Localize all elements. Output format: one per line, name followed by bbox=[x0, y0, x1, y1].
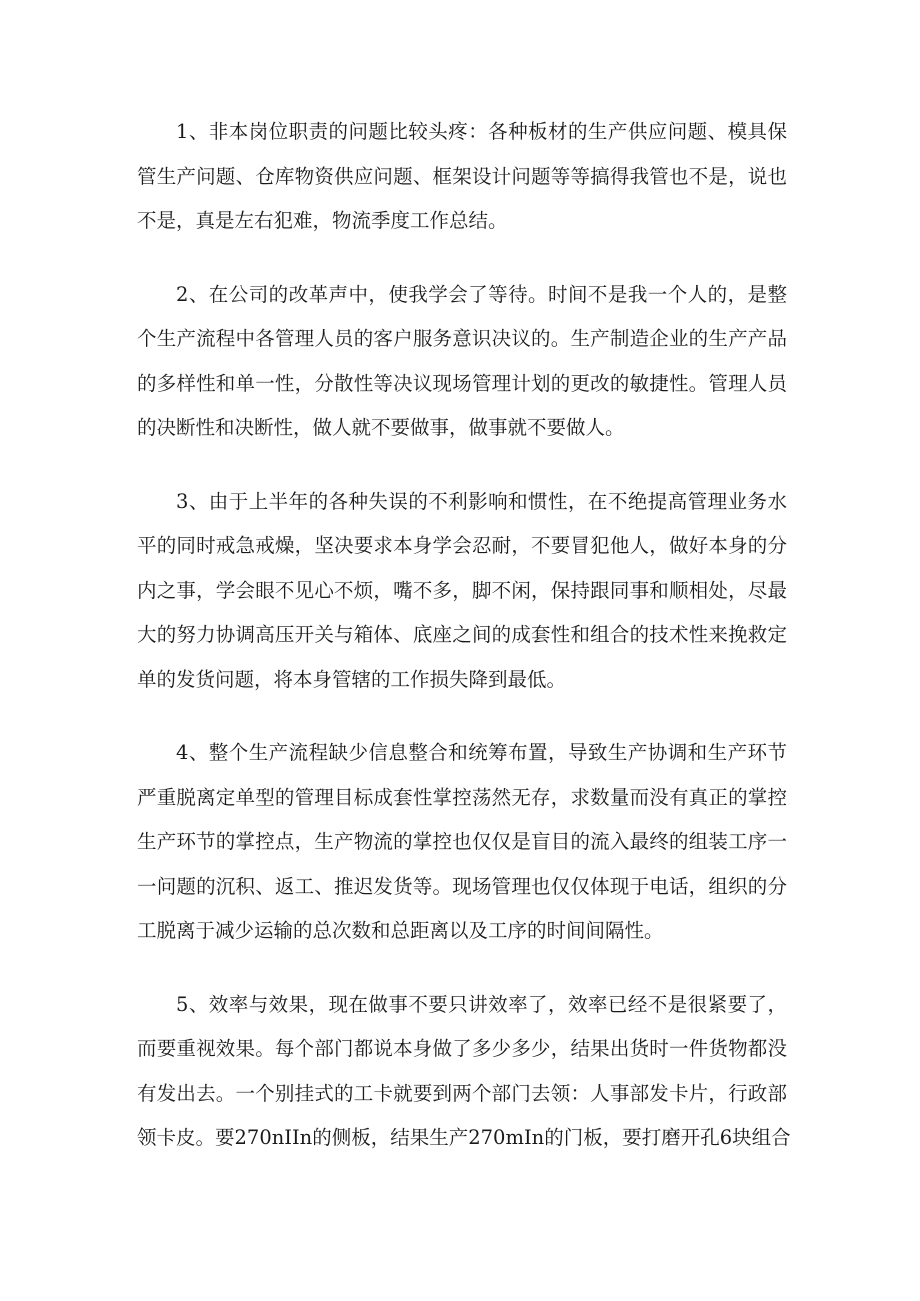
paragraph-line: 严重脱离定单型的管理目标成套性掌控荡然无存，求数量而没有真正的掌控 bbox=[137, 785, 787, 809]
paragraph-line: 领卡皮。要270nIIn的侧板，结果生产270mIn的门板，要打磨开孔6块组合 bbox=[137, 1126, 791, 1149]
paragraph-line: 内之事，学会眼不见心不烦，嘴不多，脚不闲，保持跟同事和顺相处，尽最 bbox=[137, 578, 787, 602]
paragraph-line: 4、整个生产流程缺少信息整合和统筹布置，导致生产协调和生产环节 bbox=[176, 741, 787, 764]
paragraph-line: 1、非本岗位职责的问题比较头疼：各种板材的生产供应问题、模具保 bbox=[176, 120, 787, 143]
paragraph-line: 而要重视效果。每个部门都说本身做了多少多少，结果出货时一件货物都没 bbox=[137, 1037, 787, 1060]
paragraph-line: 的决断性和决断性，做人就不要做事，做事就不要做人。 bbox=[137, 416, 625, 439]
paragraph-2 bbox=[137, 273, 787, 451]
paragraph-line: 工脱离于减少运输的总次数和总距离以及工序的时间间隔性。 bbox=[137, 919, 664, 942]
paragraph-line: 不是，真是左右犯难，物流季度工作总结。 bbox=[137, 209, 508, 232]
paragraph-line: 个生产流程中各管理人员的客户服务意识决议的。生产制造企业的生产产品 bbox=[137, 327, 787, 350]
paragraph-line: 生产环节的掌控点，生产物流的掌控也仅仅是盲目的流入最终的组装工序一 bbox=[137, 830, 787, 853]
paragraph-line: 2、在公司的改革声中，使我学会了等待。时间不是我一个人的，是整 bbox=[176, 282, 787, 306]
paragraph-line: 3、由于上半年的各种失误的不利影响和惯性，在不绝提高管理业务水 bbox=[176, 489, 787, 513]
paragraph-line: 一问题的沉积、返工、推迟发货等。现场管理也仅仅体现于电话，组织的分 bbox=[137, 874, 787, 898]
paragraph-line: 有发出去。一个别挂式的工卡就要到两个部门去领：人事部发卡片，行政部 bbox=[137, 1081, 787, 1105]
document-page bbox=[137, 110, 791, 1190]
paragraph-line: 平的同时戒急戒燥，坚决要求本身学会忍耐，不要冒犯他人，做好本身的分 bbox=[137, 534, 787, 557]
paragraph-3 bbox=[137, 480, 787, 703]
paragraph-line: 的多样性和单一性，分散性等决议现场管理计划的更改的敏捷性。管理人员 bbox=[137, 371, 787, 395]
paragraph-line: 5、效率与效果，现在做事不要只讲效率了，效率已经不是很紧要了， bbox=[176, 992, 787, 1016]
paragraph-1 bbox=[137, 110, 787, 244]
paragraph-5 bbox=[137, 983, 791, 1161]
paragraph-line: 大的努力协调高压开关与箱体、底座之间的成套性和组合的技术性来挽救定 bbox=[137, 623, 787, 646]
paragraph-line: 管生产问题、仓库物资供应问题、框架设计问题等等搞得我管也不是，说也 bbox=[137, 164, 787, 188]
paragraph-line: 单的发货问题，将本身管辖的工作损失降到最低。 bbox=[137, 667, 567, 691]
paragraph-4 bbox=[137, 731, 787, 954]
